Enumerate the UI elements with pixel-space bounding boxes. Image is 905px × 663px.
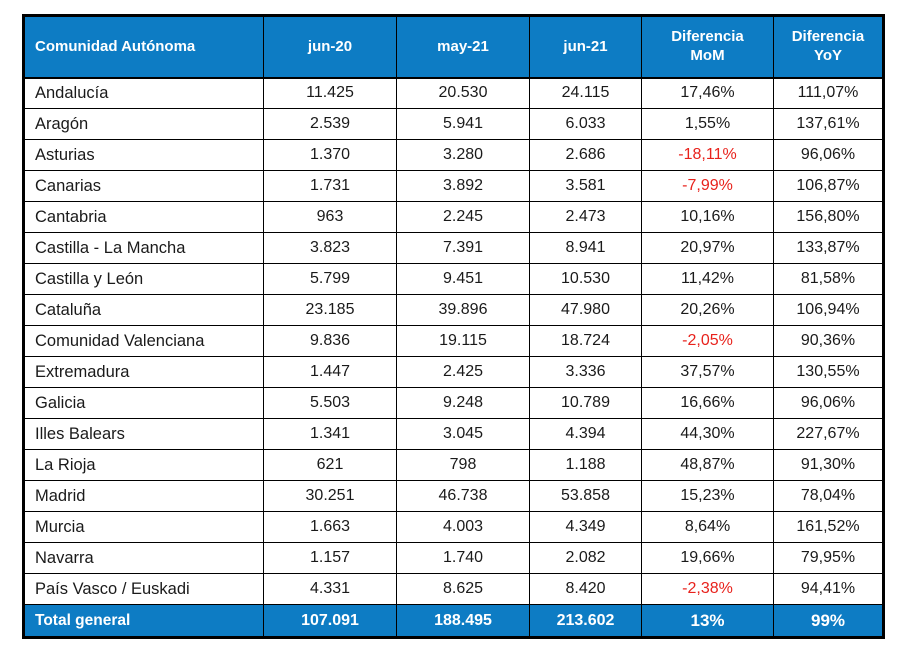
cell-community-name: Asturias <box>24 140 264 171</box>
cell-value: 17,46% <box>642 78 774 109</box>
cell-value: 10.530 <box>530 264 642 295</box>
table-row <box>24 357 884 388</box>
cell-community-name: Canarias <box>24 171 264 202</box>
total-jun-20: 107.091 <box>264 605 397 638</box>
table-row <box>24 171 884 202</box>
cell-value: 4.331 <box>264 574 397 605</box>
cell-value: 15,23% <box>642 481 774 512</box>
cell-value: 19.115 <box>397 326 530 357</box>
cell-community-name: La Rioja <box>24 450 264 481</box>
table-row <box>24 233 884 264</box>
cell-value: 20,26% <box>642 295 774 326</box>
cell-community-name: País Vasco / Euskadi <box>24 574 264 605</box>
table-row <box>24 202 884 233</box>
cell-value: 8,64% <box>642 512 774 543</box>
cell-value: -18,11% <box>642 140 774 171</box>
cell-value: 1.157 <box>264 543 397 574</box>
cell-value: 1.447 <box>264 357 397 388</box>
cell-value: 1.188 <box>530 450 642 481</box>
cell-community-name: Castilla - La Mancha <box>24 233 264 264</box>
total-diferencia-mom: 13% <box>642 605 774 638</box>
cell-value: 6.033 <box>530 109 642 140</box>
cell-value: 5.941 <box>397 109 530 140</box>
cell-value: 2.082 <box>530 543 642 574</box>
cell-value: 161,52% <box>774 512 884 543</box>
table-row <box>24 78 884 109</box>
cell-value: 96,06% <box>774 388 884 419</box>
cell-value: 81,58% <box>774 264 884 295</box>
cell-community-name: Aragón <box>24 109 264 140</box>
cell-value: 111,07% <box>774 78 884 109</box>
cell-value: 4.003 <box>397 512 530 543</box>
cell-value: 3.336 <box>530 357 642 388</box>
cell-value: 37,57% <box>642 357 774 388</box>
cell-community-name: Andalucía <box>24 78 264 109</box>
cell-value: 1.341 <box>264 419 397 450</box>
cell-value: 30.251 <box>264 481 397 512</box>
cell-value: 2.425 <box>397 357 530 388</box>
cell-value: 48,87% <box>642 450 774 481</box>
total-diferencia-yoy: 99% <box>774 605 884 638</box>
cell-value: 11,42% <box>642 264 774 295</box>
header-may-21: may-21 <box>397 16 530 78</box>
table-row <box>24 574 884 605</box>
cell-value: 91,30% <box>774 450 884 481</box>
table-row <box>24 388 884 419</box>
table-row <box>24 326 884 357</box>
cell-value: 4.394 <box>530 419 642 450</box>
cell-community-name: Extremadura <box>24 357 264 388</box>
cell-value: 8.420 <box>530 574 642 605</box>
cell-community-name: Cantabria <box>24 202 264 233</box>
cell-value: 963 <box>264 202 397 233</box>
total-label: Total general <box>24 605 264 638</box>
cell-value: 133,87% <box>774 233 884 264</box>
cell-value: 79,95% <box>774 543 884 574</box>
header-row <box>24 16 884 78</box>
cell-value: 4.349 <box>530 512 642 543</box>
cell-value: 156,80% <box>774 202 884 233</box>
cell-value: 3.045 <box>397 419 530 450</box>
header-jun-21: jun-21 <box>530 16 642 78</box>
cell-value: 9.248 <box>397 388 530 419</box>
table-row <box>24 264 884 295</box>
cell-community-name: Illes Balears <box>24 419 264 450</box>
table-body <box>24 78 884 605</box>
cell-value: 8.625 <box>397 574 530 605</box>
cell-value: 2.686 <box>530 140 642 171</box>
table-row <box>24 512 884 543</box>
cell-value: 3.892 <box>397 171 530 202</box>
header-diferencia-mom-label: Diferencia MoM <box>671 28 744 64</box>
cell-value: 10,16% <box>642 202 774 233</box>
cell-value: 130,55% <box>774 357 884 388</box>
cell-value: 106,94% <box>774 295 884 326</box>
cell-value: -7,99% <box>642 171 774 202</box>
cell-value: 106,87% <box>774 171 884 202</box>
cell-value: 137,61% <box>774 109 884 140</box>
cell-community-name: Cataluña <box>24 295 264 326</box>
cell-value: 18.724 <box>530 326 642 357</box>
cell-value: 2.539 <box>264 109 397 140</box>
header-jun-20: jun-20 <box>264 16 397 78</box>
cell-community-name: Navarra <box>24 543 264 574</box>
cell-value: 47.980 <box>530 295 642 326</box>
cell-value: 94,41% <box>774 574 884 605</box>
cell-value: 24.115 <box>530 78 642 109</box>
cell-value: 19,66% <box>642 543 774 574</box>
cell-value: 227,67% <box>774 419 884 450</box>
cell-value: 39.896 <box>397 295 530 326</box>
total-row <box>24 605 884 638</box>
cell-value: -2,05% <box>642 326 774 357</box>
cell-value: 20,97% <box>642 233 774 264</box>
cell-value: 96,06% <box>774 140 884 171</box>
cell-value: 5.799 <box>264 264 397 295</box>
cell-value: 46.738 <box>397 481 530 512</box>
cell-value: 7.391 <box>397 233 530 264</box>
header-diferencia-yoy <box>774 16 884 78</box>
cell-value: 8.941 <box>530 233 642 264</box>
table-header <box>24 16 884 78</box>
total-jun-21: 213.602 <box>530 605 642 638</box>
table-row <box>24 295 884 326</box>
cell-value: 78,04% <box>774 481 884 512</box>
table-row <box>24 543 884 574</box>
cell-value: 1.663 <box>264 512 397 543</box>
cell-value: 5.503 <box>264 388 397 419</box>
cell-value: 10.789 <box>530 388 642 419</box>
cell-value: 9.836 <box>264 326 397 357</box>
cell-value: 1.370 <box>264 140 397 171</box>
cell-value: 16,66% <box>642 388 774 419</box>
cell-value: 1,55% <box>642 109 774 140</box>
total-may-21: 188.495 <box>397 605 530 638</box>
cell-value: 9.451 <box>397 264 530 295</box>
cell-value: 3.823 <box>264 233 397 264</box>
table-row <box>24 419 884 450</box>
header-comunidad-autonoma: Comunidad Autónoma <box>24 16 264 78</box>
table-row <box>24 481 884 512</box>
cell-value: 11.425 <box>264 78 397 109</box>
cell-value: 23.185 <box>264 295 397 326</box>
cell-community-name: Galicia <box>24 388 264 419</box>
cell-community-name: Madrid <box>24 481 264 512</box>
cell-value: 1.740 <box>397 543 530 574</box>
cell-value: 90,36% <box>774 326 884 357</box>
cell-value: 2.245 <box>397 202 530 233</box>
cell-value: 3.280 <box>397 140 530 171</box>
table-footer <box>24 605 884 638</box>
table-row <box>24 450 884 481</box>
cell-community-name: Castilla y León <box>24 264 264 295</box>
cell-community-name: Murcia <box>24 512 264 543</box>
regions-data-table <box>22 14 885 639</box>
header-diferencia-mom <box>642 16 774 78</box>
cell-value: 53.858 <box>530 481 642 512</box>
cell-value: -2,38% <box>642 574 774 605</box>
table-row <box>24 140 884 171</box>
cell-value: 1.731 <box>264 171 397 202</box>
cell-value: 798 <box>397 450 530 481</box>
header-diferencia-yoy-label: Diferencia YoY <box>791 28 865 64</box>
cell-value: 2.473 <box>530 202 642 233</box>
cell-value: 621 <box>264 450 397 481</box>
table-row <box>24 109 884 140</box>
cell-value: 20.530 <box>397 78 530 109</box>
cell-value: 3.581 <box>530 171 642 202</box>
cell-value: 44,30% <box>642 419 774 450</box>
cell-community-name: Comunidad Valenciana <box>24 326 264 357</box>
